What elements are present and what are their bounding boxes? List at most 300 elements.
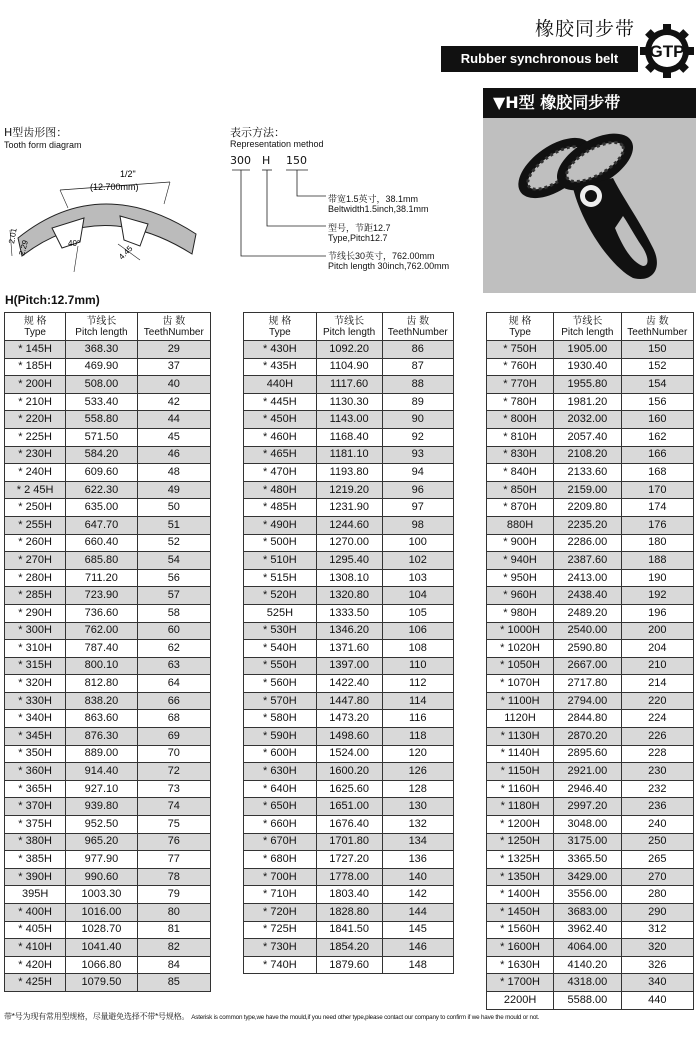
teeth-number-cell: 92 xyxy=(382,428,454,446)
pitch-length-cell: 1955.80 xyxy=(554,376,622,394)
belt-type-cell: * 420H xyxy=(5,956,66,974)
belt-type-cell: * 200H xyxy=(5,376,66,394)
table-row xyxy=(487,816,694,834)
pitch-length-cell: 1181.10 xyxy=(316,446,382,464)
table-row xyxy=(244,393,454,411)
table-row xyxy=(244,464,454,482)
teeth-number-cell: 89 xyxy=(382,393,454,411)
pitch-length-cell: 1244.60 xyxy=(316,516,382,534)
teeth-number-cell: 240 xyxy=(621,816,693,834)
table-row xyxy=(5,376,211,394)
table-row xyxy=(487,675,694,693)
pitch-length-cell: 647.70 xyxy=(66,516,137,534)
pitch-length-cell: 2895.60 xyxy=(554,745,622,763)
pitch-length-cell: 3556.00 xyxy=(554,886,622,904)
col-teeth-header xyxy=(621,313,693,341)
teeth-number-cell: 228 xyxy=(621,745,693,763)
teeth-number-cell: 110 xyxy=(382,657,454,675)
table-row xyxy=(244,358,454,376)
belt-type-cell: * 425H xyxy=(5,974,66,992)
teeth-number-cell: 120 xyxy=(382,745,454,763)
table-row xyxy=(5,569,211,587)
belt-type-cell: * 500H xyxy=(244,534,317,552)
teeth-number-cell: 190 xyxy=(621,569,693,587)
belt-type-cell: * 1200H xyxy=(487,816,554,834)
teeth-number-cell: 320 xyxy=(621,939,693,957)
teeth-number-cell: 98 xyxy=(382,516,454,534)
belt-type-cell: * 250H xyxy=(5,499,66,517)
belt-type-cell: * 145H xyxy=(5,341,66,359)
belt-type-cell: * 510H xyxy=(244,552,317,570)
pitch-length-cell: 1333.50 xyxy=(316,604,382,622)
teeth-number-cell: 104 xyxy=(382,587,454,605)
pitch-length-cell: 1270.00 xyxy=(316,534,382,552)
table-row xyxy=(5,341,211,359)
pitch-length-cell: 1231.90 xyxy=(316,499,382,517)
belt-type-cell: * 870H xyxy=(487,499,554,517)
belt-type-cell: * 280H xyxy=(5,569,66,587)
pitch-length-cell: 1727.20 xyxy=(316,851,382,869)
pitch-length-cell: 1295.40 xyxy=(316,552,382,570)
teeth-number-cell: 90 xyxy=(382,411,454,429)
teeth-number-cell: 108 xyxy=(382,640,454,658)
teeth-number-cell: 116 xyxy=(382,710,454,728)
table-row xyxy=(244,904,454,922)
pitch-length-cell: 1651.00 xyxy=(316,798,382,816)
teeth-number-cell: 112 xyxy=(382,675,454,693)
pitch-length-cell: 736.60 xyxy=(66,604,137,622)
belt-type-cell: * 1250H xyxy=(487,833,554,851)
teeth-number-cell: 85 xyxy=(137,974,210,992)
belt-type-cell: * 1450H xyxy=(487,904,554,922)
table-row xyxy=(5,816,211,834)
pitch-length-cell: 469.90 xyxy=(66,358,137,376)
pitch-length-cell: 711.20 xyxy=(66,569,137,587)
table-row xyxy=(244,956,454,974)
teeth-number-cell: 54 xyxy=(137,552,210,570)
table-row xyxy=(244,868,454,886)
pitch-length-cell: 1625.60 xyxy=(316,780,382,798)
teeth-number-cell: 250 xyxy=(621,833,693,851)
belt-type-cell: * 1100H xyxy=(487,692,554,710)
belt-type-cell: * 470H xyxy=(244,464,317,482)
table-row xyxy=(244,587,454,605)
pitch-length-cell: 2032.00 xyxy=(554,411,622,429)
belt-type-cell: * 390H xyxy=(5,868,66,886)
pitch-length-cell: 685.80 xyxy=(66,552,137,570)
teeth-number-cell: 200 xyxy=(621,622,693,640)
table-row xyxy=(5,516,211,534)
teeth-number-cell: 48 xyxy=(137,464,210,482)
teeth-number-cell: 150 xyxy=(621,341,693,359)
teeth-number-cell: 118 xyxy=(382,728,454,746)
belt-type-cell: * 210H xyxy=(5,393,66,411)
pitch-length-cell: 1498.60 xyxy=(316,728,382,746)
pitch-length-cell: 1092.20 xyxy=(316,341,382,359)
belt-type-cell: * 980H xyxy=(487,604,554,622)
table-row xyxy=(5,833,211,851)
table-row xyxy=(244,534,454,552)
teeth-number-cell: 87 xyxy=(382,358,454,376)
table-row xyxy=(244,710,454,728)
teeth-number-cell: 162 xyxy=(621,428,693,446)
col-teeth-header-cn: 齿 数 xyxy=(406,315,430,327)
dim-b: 2.29 xyxy=(17,239,30,257)
teeth-number-cell: 140 xyxy=(382,868,454,886)
table-row xyxy=(5,851,211,869)
table-row xyxy=(244,428,454,446)
col-teeth-header-en: TeethNumber xyxy=(627,326,688,338)
table-row xyxy=(487,833,694,851)
pitch-length-cell: 571.50 xyxy=(66,428,137,446)
table-row xyxy=(487,516,694,534)
code-width: 150 xyxy=(286,154,307,167)
table-row xyxy=(244,921,454,939)
belt-type-cell: * 725H xyxy=(244,921,317,939)
dim-c: 4.45 xyxy=(117,244,135,262)
teeth-number-cell: 64 xyxy=(137,675,210,693)
table-row xyxy=(5,710,211,728)
pitch-length-cell: 838.20 xyxy=(66,692,137,710)
col-teeth-header xyxy=(137,313,210,341)
representation-title-cn: 表示方法： xyxy=(230,126,285,139)
pitch-length-cell: 1841.50 xyxy=(316,921,382,939)
table-row xyxy=(244,622,454,640)
table-row xyxy=(487,851,694,869)
table-row xyxy=(5,974,211,992)
belt-photo xyxy=(483,118,696,293)
dim-angle: 40° xyxy=(68,239,81,248)
teeth-number-cell: 76 xyxy=(137,833,210,851)
table-row xyxy=(487,921,694,939)
pitch-length-cell: 1320.80 xyxy=(316,587,382,605)
spec-table-1 xyxy=(4,312,211,992)
belt-type-cell: * 640H xyxy=(244,780,317,798)
belt-type-cell: * 750H xyxy=(487,341,554,359)
product-photo-panel xyxy=(483,88,696,293)
belt-type-cell: 395H xyxy=(5,886,66,904)
page-title-en: Rubber synchronous belt xyxy=(441,46,638,72)
pitch-length-cell: 3962.40 xyxy=(554,921,622,939)
teeth-number-cell: 96 xyxy=(382,481,454,499)
table-row xyxy=(5,587,211,605)
col-type-header-cn: 规 格 xyxy=(508,315,532,327)
pitch-length-cell: 2133.60 xyxy=(554,464,622,482)
teeth-number-cell: 226 xyxy=(621,728,693,746)
table-row xyxy=(244,780,454,798)
table-row xyxy=(244,569,454,587)
table-row xyxy=(5,763,211,781)
belt-type-cell: * 315H xyxy=(5,657,66,675)
table-row xyxy=(487,376,694,394)
representation-title-en: Representation method xyxy=(230,139,324,149)
section-title: H(Pitch:12.7mm) xyxy=(5,293,100,307)
pitch-length-cell: 977.90 xyxy=(66,851,137,869)
table-row xyxy=(5,780,211,798)
belt-type-cell: * 580H xyxy=(244,710,317,728)
belt-type-cell: * 1400H xyxy=(487,886,554,904)
teeth-number-cell: 97 xyxy=(382,499,454,517)
teeth-number-cell: 75 xyxy=(137,816,210,834)
teeth-number-cell: 340 xyxy=(621,974,693,992)
table-row xyxy=(487,904,694,922)
belt-type-cell: * 650H xyxy=(244,798,317,816)
teeth-number-cell: 210 xyxy=(621,657,693,675)
belt-type-cell: * 1350H xyxy=(487,868,554,886)
table-row xyxy=(487,622,694,640)
belt-type-cell: 2200H xyxy=(487,991,554,1009)
table-row xyxy=(5,358,211,376)
teeth-number-cell: 312 xyxy=(621,921,693,939)
belt-type-cell: * 1070H xyxy=(487,675,554,693)
teeth-number-cell: 81 xyxy=(137,921,210,939)
pitch-length-cell: 2717.80 xyxy=(554,675,622,693)
belt-type-cell: * 1020H xyxy=(487,640,554,658)
teeth-number-cell: 44 xyxy=(137,411,210,429)
code-length: 300 xyxy=(230,154,251,167)
spec-table-2 xyxy=(243,312,454,974)
pitch-length-cell: 2870.20 xyxy=(554,728,622,746)
table-row xyxy=(487,604,694,622)
belt-type-cell: * 370H xyxy=(5,798,66,816)
pitch-length-cell: 3175.00 xyxy=(554,833,622,851)
teeth-number-cell: 52 xyxy=(137,534,210,552)
pitch-length-cell: 2209.80 xyxy=(554,499,622,517)
pitch-length-cell: 787.40 xyxy=(66,640,137,658)
logo-text: GTP xyxy=(649,42,685,61)
belt-type-cell: * 400H xyxy=(5,904,66,922)
col-length-header xyxy=(316,313,382,341)
table-row xyxy=(5,411,211,429)
table-header-row xyxy=(487,313,694,341)
teeth-number-cell: 57 xyxy=(137,587,210,605)
table-row xyxy=(244,516,454,534)
pitch-length-cell: 2413.00 xyxy=(554,569,622,587)
table-row xyxy=(244,552,454,570)
table-row xyxy=(5,622,211,640)
table-row xyxy=(487,341,694,359)
pitch-length-cell: 1828.80 xyxy=(316,904,382,922)
pitch-length-cell: 762.00 xyxy=(66,622,137,640)
teeth-number-cell: 29 xyxy=(137,341,210,359)
belt-type-cell: * 570H xyxy=(244,692,317,710)
teeth-number-cell: 51 xyxy=(137,516,210,534)
teeth-number-cell: 100 xyxy=(382,534,454,552)
table-row xyxy=(487,763,694,781)
belt-type-cell: * 255H xyxy=(5,516,66,534)
belt-type-cell: * 340H xyxy=(5,710,66,728)
pitch-length-cell: 2590.80 xyxy=(554,640,622,658)
table-row xyxy=(487,499,694,517)
table-row xyxy=(487,886,694,904)
teeth-number-cell: 102 xyxy=(382,552,454,570)
table-row xyxy=(487,728,694,746)
table-row xyxy=(244,481,454,499)
pitch-length-cell: 1130.30 xyxy=(316,393,382,411)
teeth-number-cell: 50 xyxy=(137,499,210,517)
belt-type-cell: * 700H xyxy=(244,868,317,886)
dim-a: 2.01 xyxy=(7,227,19,245)
belt-type-cell: * 600H xyxy=(244,745,317,763)
belt-type-cell: * 1000H xyxy=(487,622,554,640)
table-row xyxy=(487,692,694,710)
belt-type-cell: * 760H xyxy=(487,358,554,376)
teeth-number-cell: 77 xyxy=(137,851,210,869)
teeth-number-cell: 63 xyxy=(137,657,210,675)
table-row xyxy=(5,798,211,816)
pitch-length-cell: 1346.20 xyxy=(316,622,382,640)
belt-type-cell: * 520H xyxy=(244,587,317,605)
table-row xyxy=(5,604,211,622)
table-row xyxy=(5,446,211,464)
belt-type-cell: * 260H xyxy=(5,534,66,552)
belt-type-cell: * 515H xyxy=(244,569,317,587)
footer-note-cn: 带*号为现有常用型规格，尽量避免选择不带*号规格。 xyxy=(4,1012,190,1021)
table-row xyxy=(5,675,211,693)
teeth-number-cell: 78 xyxy=(137,868,210,886)
table-row xyxy=(244,499,454,517)
col-length-header-cn: 节线长 xyxy=(334,315,365,327)
teeth-number-cell: 105 xyxy=(382,604,454,622)
table-row xyxy=(244,657,454,675)
pitch-length-cell: 800.10 xyxy=(66,657,137,675)
pitch-length-cell: 584.20 xyxy=(66,446,137,464)
belt-type-cell: * 830H xyxy=(487,446,554,464)
teeth-number-cell: 440 xyxy=(621,991,693,1009)
table-row xyxy=(5,393,211,411)
tooth-form-title-cn: H型齿形图： xyxy=(4,126,68,139)
pitch-length-cell: 965.20 xyxy=(66,833,137,851)
pitch-length-cell: 2387.60 xyxy=(554,552,622,570)
table-row xyxy=(487,745,694,763)
pitch-length-cell: 1041.40 xyxy=(66,939,137,957)
teeth-number-cell: 270 xyxy=(621,868,693,886)
table-row xyxy=(5,745,211,763)
belt-type-cell: * 530H xyxy=(244,622,317,640)
teeth-number-cell: 103 xyxy=(382,569,454,587)
col-length-header xyxy=(554,313,622,341)
belt-type-cell: * 780H xyxy=(487,393,554,411)
col-length-header xyxy=(66,313,137,341)
pitch-length-cell: 2108.20 xyxy=(554,446,622,464)
table-row xyxy=(5,552,211,570)
pitch-length-cell: 1066.80 xyxy=(66,956,137,974)
belt-type-cell: * 1150H xyxy=(487,763,554,781)
table-row xyxy=(244,604,454,622)
pitch-length-cell: 1778.00 xyxy=(316,868,382,886)
pitch-length-cell: 1930.40 xyxy=(554,358,622,376)
pitch-length-cell: 660.40 xyxy=(66,534,137,552)
belt-type-cell: * 720H xyxy=(244,904,317,922)
pitch-length-cell: 622.30 xyxy=(66,481,137,499)
table-row xyxy=(244,411,454,429)
pitch-length-cell: 2997.20 xyxy=(554,798,622,816)
pitch-length-cell: 1701.80 xyxy=(316,833,382,851)
pitch-length-cell: 1854.20 xyxy=(316,939,382,957)
teeth-number-cell: 46 xyxy=(137,446,210,464)
pitch-length-cell: 3365.50 xyxy=(554,851,622,869)
belt-type-cell: * 480H xyxy=(244,481,317,499)
belt-type-cell: * 485H xyxy=(244,499,317,517)
pitch-length-cell: 4318.00 xyxy=(554,974,622,992)
col-teeth-header-cn: 齿 数 xyxy=(645,315,669,327)
table-row xyxy=(5,868,211,886)
teeth-number-cell: 132 xyxy=(382,816,454,834)
table-row xyxy=(487,411,694,429)
teeth-number-cell: 73 xyxy=(137,780,210,798)
teeth-number-cell: 204 xyxy=(621,640,693,658)
teeth-number-cell: 176 xyxy=(621,516,693,534)
pitch-length-cell: 1193.80 xyxy=(316,464,382,482)
table-row xyxy=(244,341,454,359)
belt-type-cell: * 540H xyxy=(244,640,317,658)
table-row xyxy=(244,763,454,781)
pitch-length-cell: 1879.60 xyxy=(316,956,382,974)
table-row xyxy=(487,481,694,499)
dim-pitch-mm: (12.700mm) xyxy=(90,182,139,192)
table-row xyxy=(5,464,211,482)
pitch-length-cell: 1981.20 xyxy=(554,393,622,411)
table-row xyxy=(244,939,454,957)
col-type-header-cn: 规 格 xyxy=(23,315,47,327)
belt-type-cell: * 285H xyxy=(5,587,66,605)
teeth-number-cell: 148 xyxy=(382,956,454,974)
belt-type-cell: * 1560H xyxy=(487,921,554,939)
pitch-length-cell: 508.00 xyxy=(66,376,137,394)
teeth-number-cell: 154 xyxy=(621,376,693,394)
pitch-length-cell: 914.40 xyxy=(66,763,137,781)
table-row xyxy=(487,939,694,957)
teeth-number-cell: 126 xyxy=(382,763,454,781)
length-en: Pitch length 30inch,762.00mm xyxy=(328,261,450,271)
table-row xyxy=(5,904,211,922)
tooth-form-diagram xyxy=(0,160,210,280)
belt-type-cell: * 310H xyxy=(5,640,66,658)
pitch-length-cell: 2235.20 xyxy=(554,516,622,534)
teeth-number-cell: 146 xyxy=(382,939,454,957)
belt-type-cell: * 770H xyxy=(487,376,554,394)
pitch-length-cell: 1219.20 xyxy=(316,481,382,499)
table-row xyxy=(5,534,211,552)
belt-type-cell: * 590H xyxy=(244,728,317,746)
belt-type-cell: * 630H xyxy=(244,763,317,781)
table-row xyxy=(487,868,694,886)
pitch-length-cell: 4140.20 xyxy=(554,956,622,974)
teeth-number-cell: 68 xyxy=(137,710,210,728)
teeth-number-cell: 290 xyxy=(621,904,693,922)
belt-type-cell: * 560H xyxy=(244,675,317,693)
table-row xyxy=(244,851,454,869)
footer-note xyxy=(4,1011,539,1022)
table-row xyxy=(244,640,454,658)
belt-type-cell: * 660H xyxy=(244,816,317,834)
table-row xyxy=(487,569,694,587)
teeth-number-cell: 134 xyxy=(382,833,454,851)
table-row xyxy=(244,446,454,464)
teeth-number-cell: 232 xyxy=(621,780,693,798)
pitch-length-cell: 723.90 xyxy=(66,587,137,605)
belt-type-cell: * 800H xyxy=(487,411,554,429)
col-type-header xyxy=(244,313,317,341)
belt-type-cell: * 320H xyxy=(5,675,66,693)
table-row xyxy=(5,499,211,517)
pitch-length-cell: 1422.40 xyxy=(316,675,382,693)
code-type: H xyxy=(262,154,271,167)
teeth-number-cell: 74 xyxy=(137,798,210,816)
col-teeth-header-cn: 齿 数 xyxy=(162,315,186,327)
table-row xyxy=(487,956,694,974)
pitch-length-cell: 1028.70 xyxy=(66,921,137,939)
